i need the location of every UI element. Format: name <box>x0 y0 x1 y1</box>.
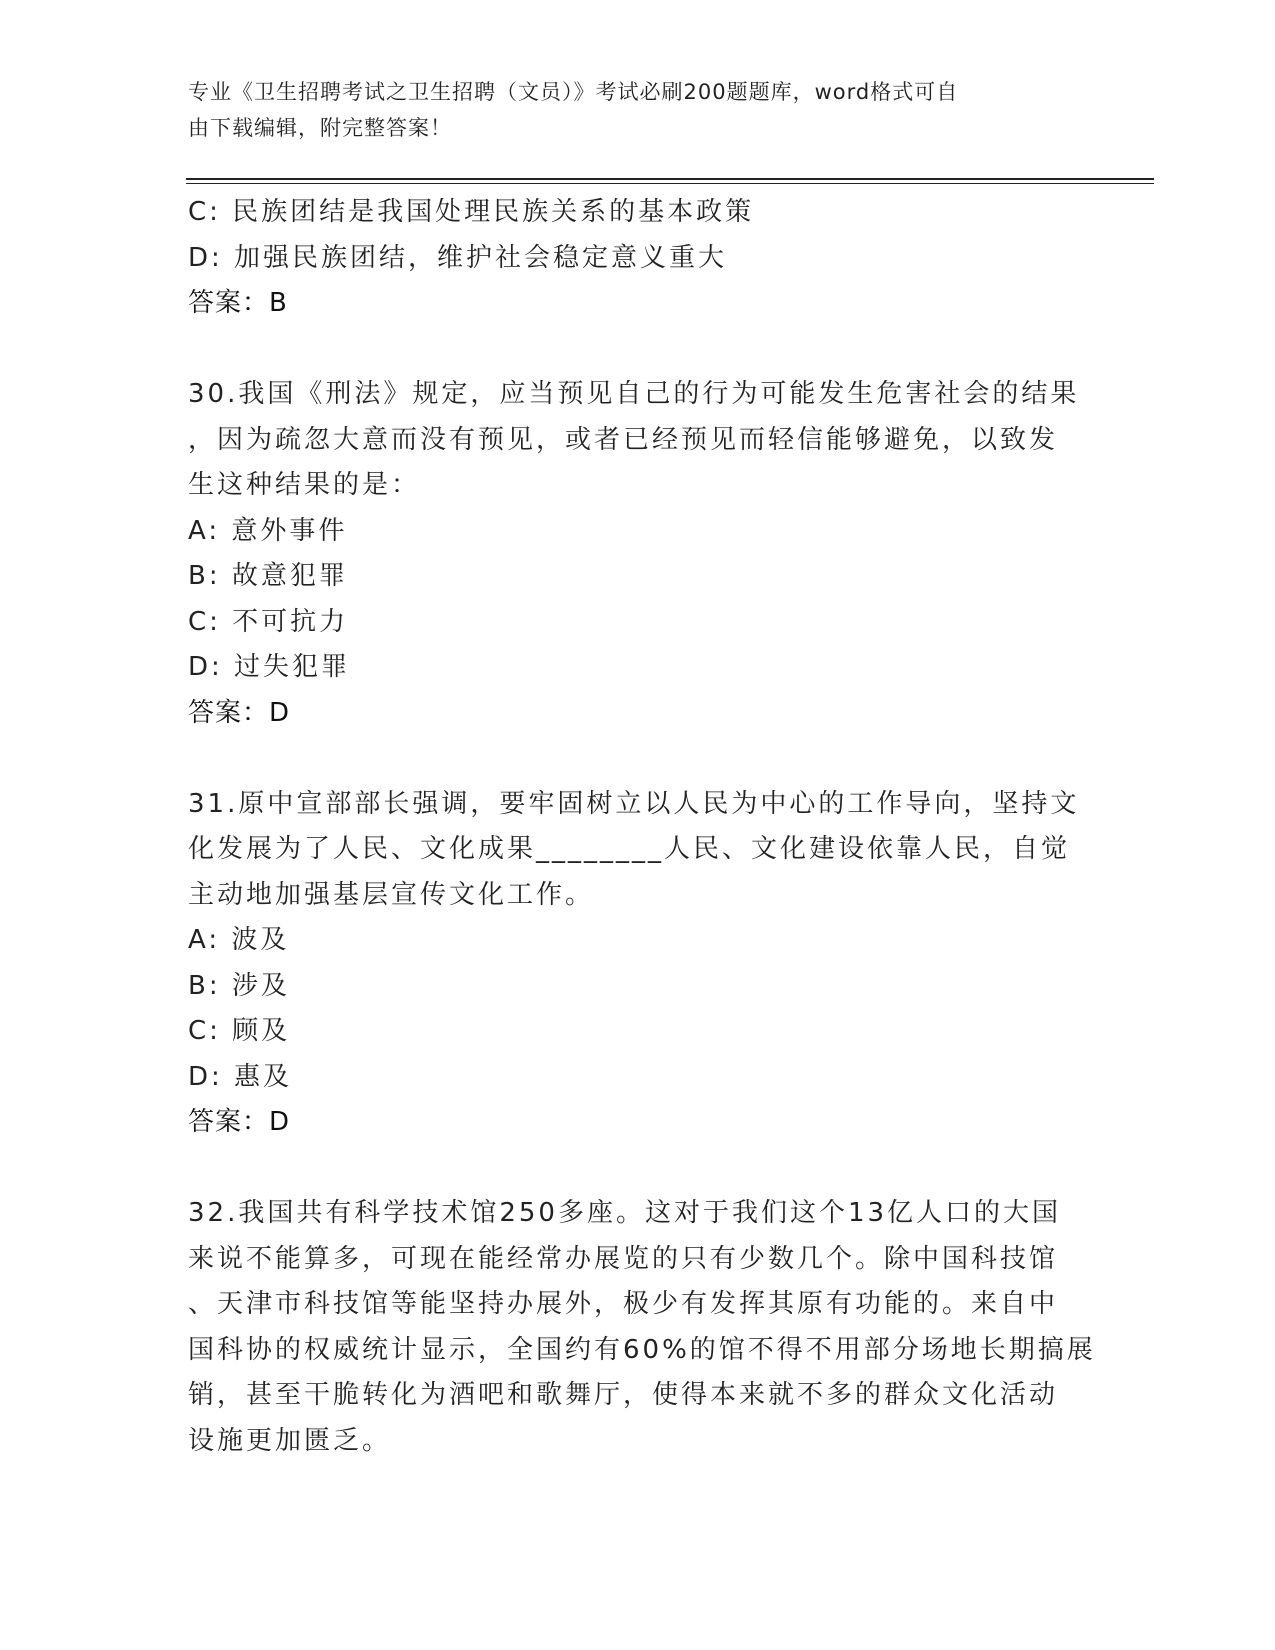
spacer <box>188 736 1088 782</box>
question-line: 31.原中宣部部长强调，要牢固树立以人民为中心的工作导向，坚持文 <box>188 788 1080 819</box>
option-c: C: 顾及 <box>188 1016 291 1046</box>
question-line: 32.我国共有科学技术馆250多座。这对于我们这个13亿人口的大国 <box>188 1198 1062 1228</box>
option-d: D: 加强民族团结，维护社会稳定意义重大 <box>188 242 728 273</box>
header-divider-thin <box>186 183 1154 184</box>
option-d: D: 过失犯罪 <box>188 652 351 682</box>
answer-line: 答案：D <box>188 697 291 728</box>
header-divider-thick <box>186 178 1154 180</box>
spacer <box>188 1146 1088 1192</box>
document-body <box>188 190 1096 1464</box>
document-header <box>188 74 1068 146</box>
question-text <box>188 782 1088 919</box>
question-line: ，因为疏忽大意而没有预见，或者已经预见而轻信能够避免，以致发 <box>188 424 1059 455</box>
option-c: C: 不可抗力 <box>188 606 349 637</box>
question-line: 销，甚至干脆转化为酒吧和歌舞厅，使得本来就不多的群众文化活动 <box>188 1380 1059 1410</box>
question-line: 国科协的权威统计显示，全国约有60%的馆不得不用部分场地长期搞展 <box>188 1334 1096 1365</box>
option-a: A: 意外事件 <box>188 515 348 546</box>
question-line: 生这种结果的是： <box>188 470 421 500</box>
question-line: 、天津市科技馆等能坚持办展外，极少有发挥其原有功能的。来自中 <box>188 1289 1059 1319</box>
spacer <box>188 327 1088 373</box>
question-32 <box>188 1191 1096 1464</box>
question-line: 主动地加强基层宣传文化工作。 <box>188 879 595 910</box>
question-line: 来说不能算多，可现在能经常办展览的只有少数几个。除中国科技馆 <box>188 1243 1059 1274</box>
option-c: C: 民族团结是我国处理民族关系的基本政策 <box>188 197 755 227</box>
header-line-2: 由下载编辑，附完整答案！ <box>188 116 452 140</box>
option-b: B: 涉及 <box>188 970 290 1001</box>
question-31 <box>188 782 1088 1146</box>
option-b: B: 故意犯罪 <box>188 561 348 591</box>
option-d: D: 惠及 <box>188 1061 293 1092</box>
question-text <box>188 372 1088 509</box>
question-line: 设施更加匮乏。 <box>188 1425 392 1456</box>
prev-question <box>188 190 1088 327</box>
option-a: A: 波及 <box>188 925 290 955</box>
answer-line: 答案：B <box>188 288 288 318</box>
question-30 <box>188 372 1088 736</box>
header-line-1: 专业《卫生招聘考试之卫生招聘（文员）》考试必刷200题题库，word格式可自 <box>188 80 959 104</box>
question-line: 化发展为了人民、文化成果________人民、文化建设依靠人民，自觉 <box>188 834 1071 864</box>
answer-line: 答案：D <box>188 1107 291 1137</box>
question-text <box>188 1191 1096 1464</box>
question-line: 30.我国《刑法》规定，应当预见自己的行为可能发生危害社会的结果 <box>188 379 1080 409</box>
